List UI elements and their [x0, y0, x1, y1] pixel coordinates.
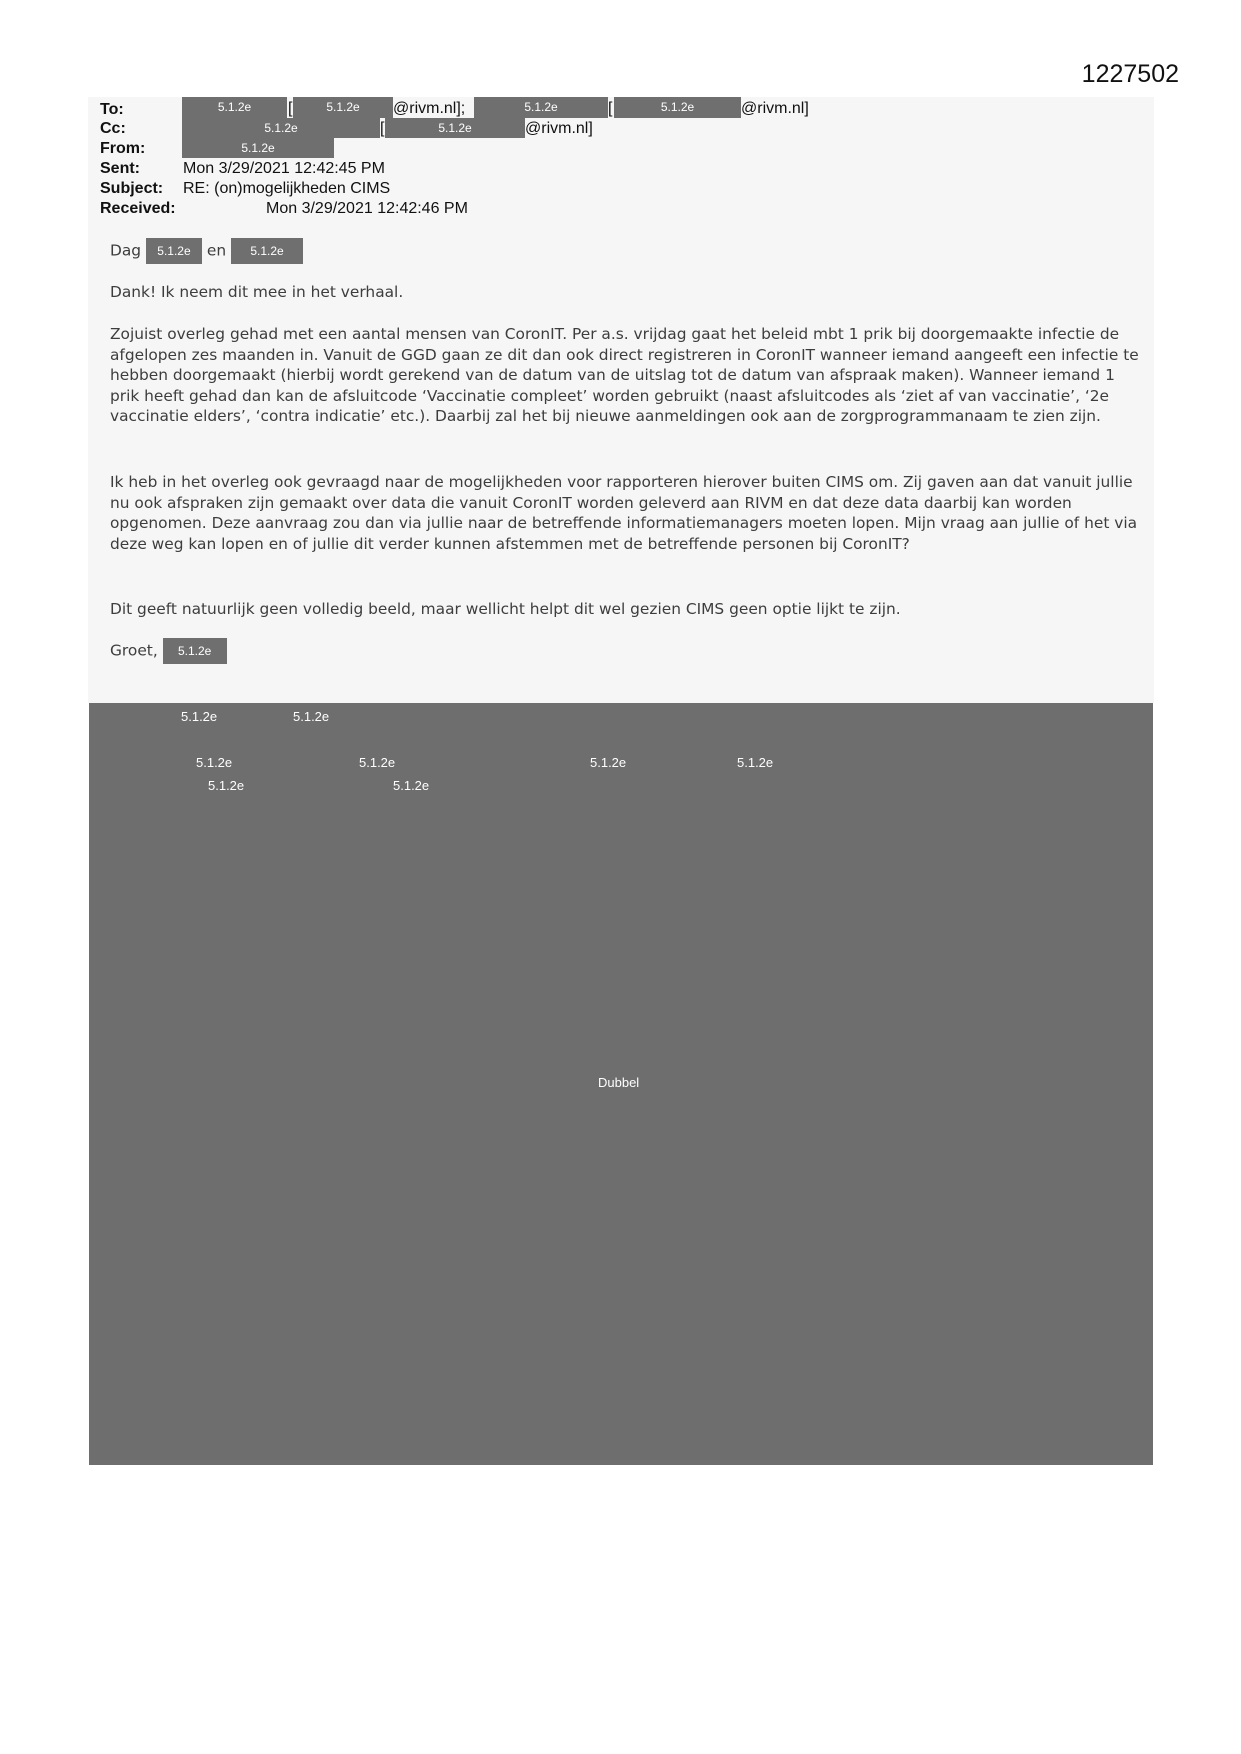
- received-value: Mon 3/29/2021 12:42:46 PM: [266, 200, 468, 217]
- redaction-box: 5.1.2e: [182, 138, 334, 158]
- redaction-box: 5.1.2e: [614, 97, 741, 118]
- redaction-box: 5.1.2e: [163, 638, 227, 664]
- bracket-text: [: [380, 120, 385, 137]
- redacted-block: [89, 703, 1153, 1465]
- dubbel-label: Dubbel: [598, 1075, 640, 1090]
- email-domain: @rivm.nl]: [525, 120, 593, 137]
- from-label: From:: [100, 140, 146, 157]
- sent-value: Mon 3/29/2021 12:42:45 PM: [183, 160, 385, 177]
- to-label: To:: [100, 101, 124, 118]
- redaction-box: 5.1.2e: [385, 118, 525, 138]
- redaction-box: 5.1.2e: [231, 238, 303, 264]
- sent-label: Sent:: [100, 160, 140, 177]
- redaction-box: 5.1.2e: [182, 118, 380, 138]
- document-number: 1227502: [1081, 60, 1179, 88]
- redaction-box: 5.1.2e: [474, 97, 608, 118]
- email-domain: @rivm.nl];: [393, 100, 466, 117]
- greeting-word: Dag: [110, 241, 142, 260]
- redaction-code-text: 5.1.2e: [393, 778, 430, 793]
- body-paragraph-4: Dit geeft natuurlijk geen volledig beeld, maar wellicht helpt dit wel gezien CIMS geen optie lijkt te zijn.: [110, 600, 901, 618]
- greeting-and: en: [206, 241, 227, 260]
- bracket-text: [: [288, 100, 293, 117]
- redaction-code-text: 5.1.2e: [208, 778, 245, 793]
- greeting-line: [110, 238, 1140, 264]
- body-paragraph-3: Ik heb in het overleg ook gevraagd naar de mogelijkheden voor rapporteren hierover buiten CIMS om. Zij gaven aan dat vanuit jullie nu ook afspraken zijn gemaakt over data die vanuit CoronIT worden geleverd aan RIVM en dat deze data daarbij kan worden opgenomen. Deze aanvraag zou dan via jullie naar de betreffende informatiemanagers moeten lopen. Mijn vraag aan jullie of het via deze weg kan lopen en of jullie dit verder kunnen afstemmen met de betreffende personen bij CoronIT?: [110, 473, 1138, 553]
- redaction-code-text: 5.1.2e: [196, 755, 233, 770]
- email-domain: @rivm.nl]: [741, 100, 809, 117]
- redaction-code-text: 5.1.2e: [293, 709, 330, 724]
- body-paragraph-1: Dank! Ik neem dit mee in het verhaal.: [110, 283, 404, 301]
- closing-word: Groet,: [110, 641, 158, 660]
- subject-value: RE: (on)mogelijkheden CIMS: [183, 180, 391, 197]
- subject-label: Subject:: [100, 180, 164, 197]
- redaction-box: 5.1.2e: [146, 238, 202, 264]
- cc-label: Cc:: [100, 120, 126, 137]
- redaction-box: 5.1.2e: [293, 97, 393, 118]
- closing-line: [110, 638, 1140, 664]
- body-paragraph-2: Zojuist overleg gehad met een aantal mensen van CoronIT. Per a.s. vrijdag gaat het beleid mbt 1 prik bij doorgemaakte infectie de afgelopen zes maanden in. Vanuit de GGD gaan ze dit dan ook direct registreren in CoronIT wanneer iemand aangeeft een infectie te hebben doorgemaakt (hierbij wordt gerekend van de datum van de uitslag tot de datum van afspraak maken). Wanneer iemand 1 prik heeft gehad dan kan de afsluitcode ‘Vaccinatie compleet’ worden gebruikt (naast afsluitcodes als ‘ziet af van vaccinatie’, ‘2e vaccinatie elders’, ‘contra indicatie’ etc.). Daarbij zal het bij nieuwe aanmeldingen ook aan de zorgprogrammanaam te zien zijn.: [110, 325, 1139, 425]
- redaction-code-text: 5.1.2e: [737, 755, 774, 770]
- bracket-text: [: [608, 100, 613, 117]
- redaction-box: 5.1.2e: [182, 97, 287, 118]
- redaction-code-text: 5.1.2e: [359, 755, 396, 770]
- redaction-code-text: 5.1.2e: [181, 709, 218, 724]
- redaction-code-text: 5.1.2e: [590, 755, 627, 770]
- received-label: Received:: [100, 200, 176, 217]
